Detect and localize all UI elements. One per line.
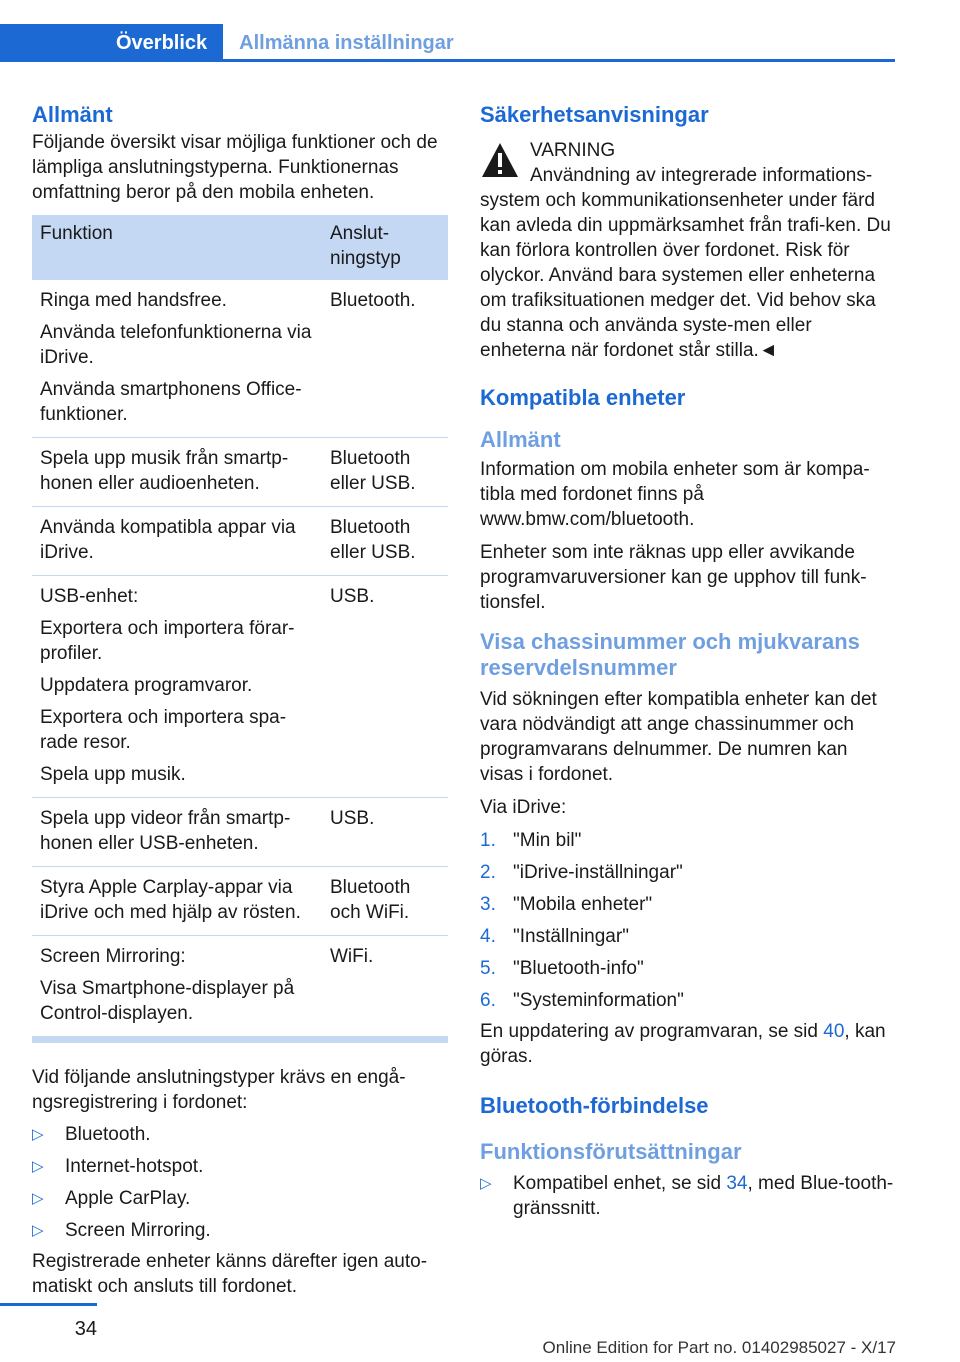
cell-line: Spela upp musik. [40,764,186,785]
step-label: "Bluetooth-info" [513,958,644,979]
table-row [32,798,448,867]
table-cell-connection: USB. [322,576,448,798]
table-row [32,576,448,798]
triangle-right-icon: ▷ [32,1190,44,1207]
table-row [32,438,448,507]
triangle-right-icon: ▷ [32,1158,44,1175]
safety-heading: Säkerhetsanvisningar [480,102,709,127]
triangle-right-icon: ▷ [32,1222,44,1239]
list-item [480,860,895,885]
table-cell-function [32,280,322,438]
table-cell-connection: WiFi. [322,936,448,1037]
list-item-label: Bluetooth. [65,1124,151,1145]
step-number: 5. [480,958,496,979]
table-header-row [32,215,448,280]
chassis-paragraph: Vid sökningen efter kompatibla enheter kan det vara nödvändigt att ange chassinummer och programvarans delnummer. De numren kan visas i fordonet. [480,689,877,785]
table-cell-function [32,867,322,936]
prereq-text-post: , med Blue-tooth-gränssnitt. [513,1173,894,1219]
closing-paragraph: Registrerade enheter känns därefter igen auto-matiskt och ansluts till fordonet. [32,1251,428,1297]
table-cell-connection: Bluetooth eller USB. [322,438,448,507]
cell-line: Exportera och importera förar-profiler. [40,618,295,664]
table-cell-connection: USB. [322,798,448,867]
warning-triangle-icon [480,140,520,180]
list-item [32,1122,448,1147]
tab-overview[interactable]: Överblick [0,24,223,59]
compat-paragraph-1: Information om mobila enheter som är kompa-tibla med fordonet finns på www.bmw.com/bluetooth. [480,459,870,530]
update-text-post: , kan göras. [480,1021,886,1067]
table-bottom-rule [32,1037,448,1043]
intro-paragraph: Följande översikt visar möjliga funktioner och de lämpliga anslutningstyperna. Funktionernas omfattning beror på den mobila enheten. [32,132,438,203]
table-header-connection-text: Anslut- ningstyp [330,223,401,269]
table-cell-connection: Bluetooth. [322,280,448,438]
step-number: 6. [480,990,496,1011]
list-item [480,1171,895,1221]
compat-paragraph-2: Enheter som inte räknas upp eller avvikande programvaruversioner kan ge upphov till funk-tionsfel. [480,542,867,613]
cell-line: Spela upp musik från smartp-honen eller audioenheten. [40,448,289,494]
cell-line: Styra Apple Carplay-appar via iDrive och med hjälp av rösten. [40,877,301,923]
step-label: "iDrive-inställningar" [513,862,683,883]
table-cell-function [32,798,322,867]
table-row [32,936,448,1037]
update-text-pre: En uppdatering av programvaran, se sid [480,1021,824,1042]
idrive-steps-list [480,828,895,1013]
footer-rule [0,1303,97,1306]
prereq-text-pre: Kompatibel enhet, se sid [513,1173,727,1194]
section-heading-general: Allmänt [32,102,113,127]
registration-paragraph: Vid följande anslutningstyper krävs en engå-ngsregistrering i fordonet: [32,1067,406,1113]
tab-general-settings[interactable]: Allmänna inställningar [239,32,454,54]
cell-line: Visa Smartphone-displayer på Control-displayen. [40,978,295,1024]
cell-line: Uppdatera programvaror. [40,675,253,696]
table-cell-function [32,438,322,507]
list-item [32,1218,448,1243]
table-cell-connection: Bluetooth eller USB. [322,507,448,576]
step-label: "Inställningar" [513,926,629,947]
prereq-heading: Funktionsförutsättningar [480,1139,742,1164]
list-item [480,828,895,853]
table-row [32,280,448,438]
list-item [32,1154,448,1179]
table-cell-function [32,576,322,798]
footer-edition: Online Edition for Part no. 01402985027 - X/17 [542,1338,896,1357]
cell-line: Exportera och importera spa-rade resor. [40,707,287,753]
list-item [480,924,895,949]
table-header-connection [322,215,448,280]
page-number: 34 [74,1318,97,1340]
table-header-function: Funktion [32,215,322,280]
via-idrive-label: Via iDrive: [480,797,567,818]
header-tabs [0,24,895,62]
list-item [480,988,895,1013]
step-label: "Mobila enheter" [513,894,653,915]
cell-line: Screen Mirroring: [40,946,186,967]
cell-line: Använda telefonfunktionerna via iDrive. [40,322,312,368]
connection-type-list [32,1122,448,1243]
left-column [32,100,448,1299]
list-item [480,956,895,981]
prereq-list [480,1171,895,1221]
triangle-right-icon: ▷ [32,1126,44,1143]
chassis-heading: Visa chassinummer och mjukvarans reservdelsnummer [480,629,860,680]
step-number: 2. [480,862,496,883]
page-link-40[interactable]: 40 [823,1021,845,1042]
warning-label: VARNING [530,140,616,161]
list-item-label: Screen Mirroring. [65,1220,211,1241]
step-label: "Min bil" [513,830,582,851]
warning-text: Användning av integrerade informations-system och kommunikationsenheter under färd kan avleda din uppmärksamhet från trafi-ken. Du kan förlora kontrollen över fordonet. Risk för olyckor. Använd bara systemen eller enheterna om trafiksituationen medger det. Vid behov ska du stanna och använda syste-men eller enheterna när fordonet står stilla.◄ [480,165,891,361]
update-paragraph [480,1019,895,1069]
bluetooth-heading: Bluetooth-förbindelse [480,1093,709,1118]
cell-line: USB-enhet: [40,586,139,607]
list-item [480,892,895,917]
table-cell-function [32,507,322,576]
table-row [32,867,448,936]
cell-line: Använda kompatibla appar via iDrive. [40,517,296,563]
step-label: "Systeminformation" [513,990,684,1011]
warning-block [480,138,895,163]
page-link-34[interactable]: 34 [726,1173,748,1194]
step-number: 4. [480,926,496,947]
compat-subheading: Allmänt [480,427,561,452]
list-item [32,1186,448,1211]
step-number: 1. [480,830,496,851]
function-table [32,215,448,1037]
cell-line: Ringa med handsfree. [40,290,227,311]
table-row [32,507,448,576]
step-number: 3. [480,894,496,915]
table-cell-connection: Bluetooth och WiFi. [322,867,448,936]
cell-line: Använda smartphonens Office-funktioner. [40,379,302,425]
compat-heading: Kompatibla enheter [480,385,686,410]
list-item-label: Apple CarPlay. [65,1188,191,1209]
list-item-label: Internet-hotspot. [65,1156,204,1177]
table-cell-function [32,936,322,1037]
right-column [480,100,895,1228]
cell-line: Spela upp videor från smartp-honen eller USB-enheten. [40,808,291,854]
triangle-right-icon: ▷ [480,1175,492,1192]
